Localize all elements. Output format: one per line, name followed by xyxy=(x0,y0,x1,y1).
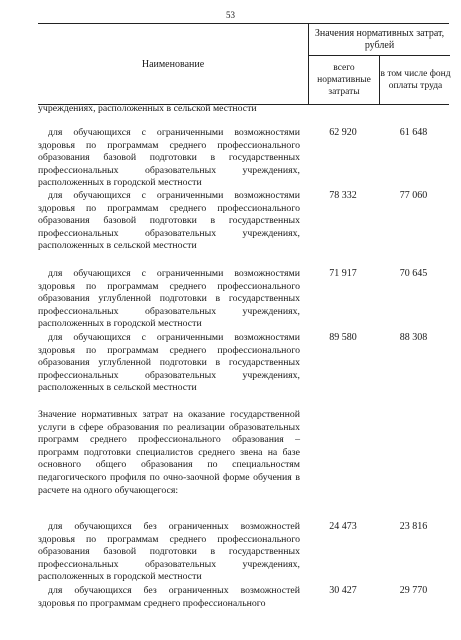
row-text: учреждениях, расположенных в сельской местности xyxy=(38,103,257,114)
row-payroll-value: 70 645 xyxy=(399,268,428,279)
row-text: для обучающихся без ограниченных возможностей здоровья по программам среднего профессионального xyxy=(38,585,300,609)
row-total-value: 24 473 xyxy=(329,521,357,532)
row-total-value: 71 917 xyxy=(329,268,357,279)
row-payroll-value: 88 308 xyxy=(399,332,428,343)
row-total-value: 30 427 xyxy=(329,585,357,596)
column-group-title: Значения нормативных затрат, рублей xyxy=(309,24,450,56)
row-total-value: 62 920 xyxy=(329,127,357,138)
row-text: для обучающихся с ограниченными возможностями здоровья по программам среднего профессионального образования углубленной подготовки в государственных профессиональных образовательных учреждениях, расположенных в городской местности xyxy=(38,268,300,330)
table-header xyxy=(38,23,449,105)
row-text: для обучающихся с ограниченными возможностями здоровья по программам среднего профессионального образования базовой подготовки в государственных профессиональных образовательных учреждениях, расположенных в городской местности xyxy=(38,127,300,189)
page-number: 53 xyxy=(226,10,235,20)
row-text: для обучающихся без ограниченных возможностей здоровья по программам среднего профессионального образования базовой подготовки в государственных профессиональных образовательных учреждениях, расположенных в городской местности xyxy=(38,521,300,583)
row-total-value: 89 580 xyxy=(329,332,357,343)
row-total-value: 78 332 xyxy=(329,190,357,201)
row-payroll-value: 61 648 xyxy=(399,127,428,138)
column-header-name: Наименование xyxy=(141,58,205,70)
row-payroll-value: 23 816 xyxy=(399,521,428,532)
column-header-payroll: в том числе фонд оплаты труда xyxy=(379,56,451,104)
row-text: для обучающихся с ограниченными возможностями здоровья по программам среднего профессионального образования базовой подготовки в государственных профессиональных образовательных учреждениях, расположенных в сельской местности xyxy=(38,190,300,252)
section-text: Значение нормативных затрат на оказание государственной услуги в сфере образования по реализации образовательных программ среднего профессионального образования – программ подготовки специалистов среднего звена на базе основного общего образования по специальностям педагогического профиля по очно-заочной форме обучения в расчете на одного обучающегося: xyxy=(38,409,300,496)
row-payroll-value: 77 060 xyxy=(399,190,428,201)
column-group-normative-costs xyxy=(308,24,450,104)
row-text: для обучающихся с ограниченными возможностями здоровья по программам среднего профессионального образования углубленной подготовки в государственных профессиональных образовательных учреждениях, расположенных в сельской местности xyxy=(38,332,300,394)
row-payroll-value: 29 770 xyxy=(399,585,428,596)
column-header-total: всего нормативные затраты xyxy=(317,63,371,97)
